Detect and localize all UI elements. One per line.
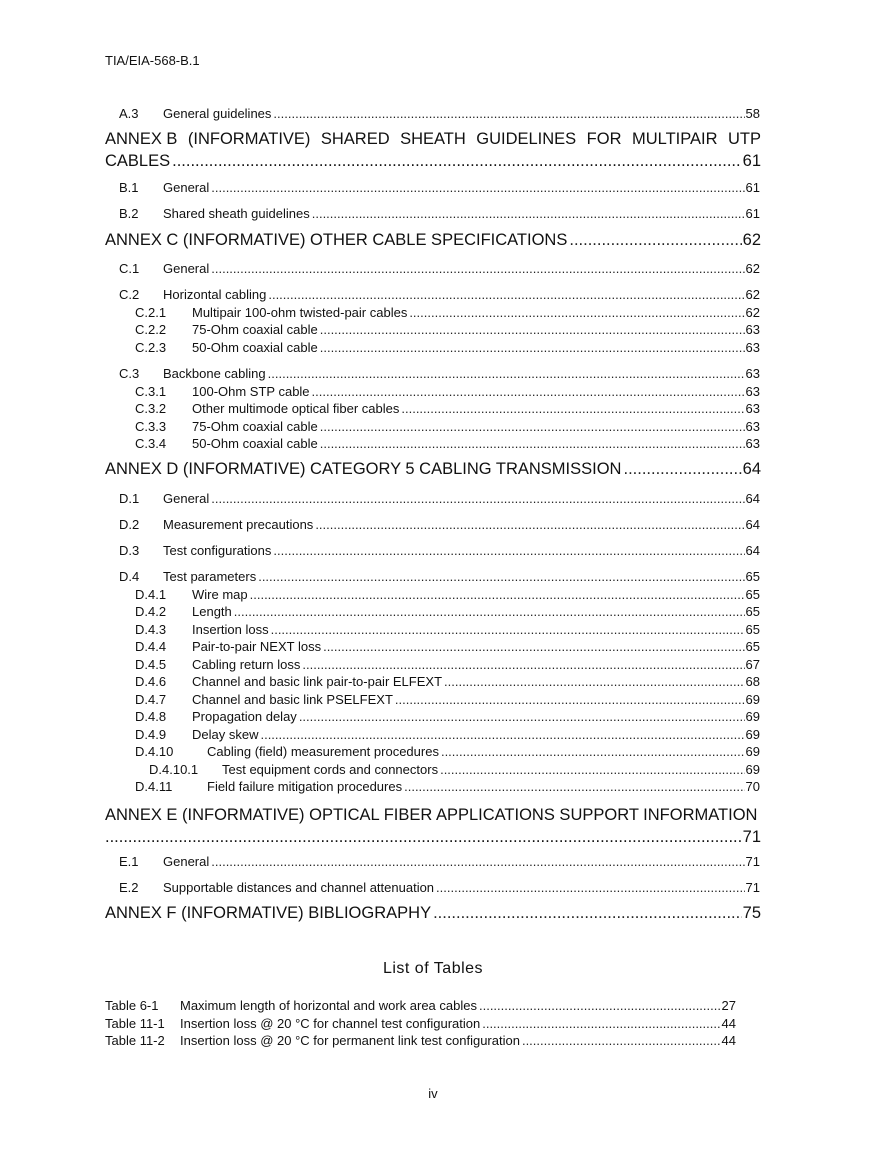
dot-leader bbox=[444, 674, 745, 689]
list-of-tables-heading: List of Tables bbox=[382, 960, 484, 977]
toc-entry-c34[interactable]: C.3.4 50-Ohm coaxial cable ..... 63 bbox=[135, 436, 760, 451]
toc-entry-c21[interactable]: C.2.1 Multipair 100-ohm twisted-pair cables ..... 62 bbox=[135, 305, 760, 320]
dot-leader bbox=[211, 491, 744, 506]
dot-leader bbox=[315, 517, 744, 532]
toc-entry-c3[interactable]: C.3 Backbone cabling ..... 63 bbox=[119, 366, 760, 381]
toc-entry-d2[interactable]: D.2 Measurement precautions ..... 64 bbox=[119, 517, 760, 532]
dot-leader bbox=[250, 587, 745, 602]
table-list-item[interactable]: Table 11-2 Insertion loss @ 20 °C for permanent link test configuration ..... 44 bbox=[105, 1033, 736, 1048]
dot-leader bbox=[401, 401, 744, 416]
dot-leader bbox=[211, 261, 744, 276]
dot-leader bbox=[268, 287, 744, 302]
toc-entry-c32[interactable]: C.3.2 Other multimode optical fiber cables ..... 63 bbox=[135, 401, 760, 416]
dot-leader bbox=[211, 180, 744, 195]
toc-entry-annex-e[interactable] bbox=[105, 804, 761, 848]
dot-leader bbox=[105, 826, 741, 848]
dot-leader bbox=[273, 106, 744, 121]
dot-leader bbox=[479, 998, 721, 1013]
toc-entry-b1[interactable]: B.1 General ..... 61 bbox=[119, 180, 760, 195]
dot-leader bbox=[441, 744, 745, 759]
annex-b-line2: CABLES ..... 61 bbox=[105, 150, 761, 172]
toc-entry-d3[interactable]: D.3 Test configurations ..... 64 bbox=[119, 543, 760, 558]
dot-leader bbox=[172, 150, 741, 172]
dot-leader bbox=[302, 657, 744, 672]
dot-leader bbox=[299, 709, 745, 724]
dot-leader bbox=[436, 880, 744, 895]
toc-entry-d45[interactable]: D.4.5 Cabling return loss ..... 67 bbox=[135, 657, 760, 672]
toc-entry-annex-c[interactable]: ANNEX C (INFORMATIVE) OTHER CABLE SPECIFICATIONS ..... 62 bbox=[105, 231, 761, 250]
dot-leader bbox=[395, 692, 745, 707]
toc-entry-d46[interactable]: D.4.6 Channel and basic link pair-to-pair ELFEXT ..... 68 bbox=[135, 674, 760, 689]
toc-entry-d1[interactable]: D.1 General ..... 64 bbox=[119, 491, 760, 506]
dot-leader bbox=[409, 305, 744, 320]
toc-entry-d47[interactable]: D.4.7 Channel and basic link PSELFEXT ..... 69 bbox=[135, 692, 760, 707]
dot-leader bbox=[320, 322, 745, 337]
dot-leader bbox=[623, 460, 741, 479]
dot-leader bbox=[234, 604, 745, 619]
dot-leader bbox=[273, 543, 744, 558]
toc-entry-annex-d[interactable]: ANNEX D (INFORMATIVE) CATEGORY 5 CABLING TRANSMISSION ..... 64 bbox=[105, 460, 761, 479]
toc-entry-c23[interactable]: C.2.3 50-Ohm coaxial cable ..... 63 bbox=[135, 340, 760, 355]
annex-b-line1: ANNEX B (INFORMATIVE) SHARED SHEATH GUIDELINES FOR MULTIPAIR UTP bbox=[105, 130, 761, 148]
dot-leader bbox=[323, 639, 744, 654]
toc-entry-annex-f[interactable]: ANNEX F (INFORMATIVE) BIBLIOGRAPHY ..... 75 bbox=[105, 904, 761, 923]
annex-e-line2: ..... 71 bbox=[105, 826, 761, 848]
dot-leader bbox=[312, 206, 745, 221]
toc-entry-c2[interactable]: C.2 Horizontal cabling ..... 62 bbox=[119, 287, 760, 302]
dot-leader bbox=[211, 854, 744, 869]
dot-leader bbox=[482, 1016, 720, 1031]
toc-entry-e2[interactable]: E.2 Supportable distances and channel attenuation ..... 71 bbox=[119, 880, 760, 895]
toc-entry-b2[interactable]: B.2 Shared sheath guidelines ..... 61 bbox=[119, 206, 760, 221]
dot-leader bbox=[440, 762, 744, 777]
toc-entry-a3[interactable]: A.3 General guidelines ..... 58 bbox=[119, 106, 760, 121]
dot-leader bbox=[320, 419, 745, 434]
toc-entry-c1[interactable]: C.1 General ..... 62 bbox=[119, 261, 760, 276]
toc-entry-d42[interactable]: D.4.2 Length ..... 65 bbox=[135, 604, 760, 619]
page-number: iv bbox=[428, 1086, 438, 1101]
dot-leader bbox=[320, 340, 745, 355]
toc-entry-c33[interactable]: C.3.3 75-Ohm coaxial cable ..... 63 bbox=[135, 419, 760, 434]
toc-entry-d4101[interactable]: D.4.10.1 Test equipment cords and connectors ..... 69 bbox=[149, 762, 760, 777]
dot-leader bbox=[320, 436, 745, 451]
toc-entry-e1[interactable]: E.1 General ..... 71 bbox=[119, 854, 760, 869]
toc-entry-d49[interactable]: D.4.9 Delay skew ..... 69 bbox=[135, 727, 760, 742]
toc-entry-d410[interactable]: D.4.10 Cabling (field) measurement procedures ..... 69 bbox=[135, 744, 760, 759]
toc-entry-annex-b[interactable] bbox=[105, 128, 761, 172]
dot-leader bbox=[312, 384, 745, 399]
toc-entry-c31[interactable]: C.3.1 100-Ohm STP cable ..... 63 bbox=[135, 384, 760, 399]
toc-entry-d41[interactable]: D.4.1 Wire map ..... 65 bbox=[135, 587, 760, 602]
table-list-item[interactable]: Table 6-1 Maximum length of horizontal and work area cables ..... 27 bbox=[105, 998, 736, 1013]
dot-leader bbox=[569, 231, 741, 250]
dot-leader bbox=[268, 366, 745, 381]
table-list-item[interactable]: Table 11-1 Insertion loss @ 20 °C for channel test configuration ..... 44 bbox=[105, 1016, 736, 1031]
document-header: TIA/EIA-568-B.1 bbox=[105, 53, 200, 68]
annex-e-line1: ANNEX E (INFORMATIVE) OPTICAL FIBER APPLICATIONS SUPPORT INFORMATION bbox=[105, 806, 758, 824]
dot-leader bbox=[258, 569, 744, 584]
toc-entry-d43[interactable]: D.4.3 Insertion loss ..... 65 bbox=[135, 622, 760, 637]
dot-leader bbox=[271, 622, 745, 637]
toc-entry-c22[interactable]: C.2.2 75-Ohm coaxial cable ..... 63 bbox=[135, 322, 760, 337]
toc-entry-d411[interactable]: D.4.11 Field failure mitigation procedures ..... 70 bbox=[135, 779, 760, 794]
dot-leader bbox=[433, 904, 742, 923]
toc-entry-d44[interactable]: D.4.4 Pair-to-pair NEXT loss ..... 65 bbox=[135, 639, 760, 654]
dot-leader bbox=[404, 779, 744, 794]
toc-entry-d4[interactable]: D.4 Test parameters ..... 65 bbox=[119, 569, 760, 584]
toc-entry-d48[interactable]: D.4.8 Propagation delay ..... 69 bbox=[135, 709, 760, 724]
dot-leader bbox=[522, 1033, 721, 1048]
dot-leader bbox=[260, 727, 744, 742]
